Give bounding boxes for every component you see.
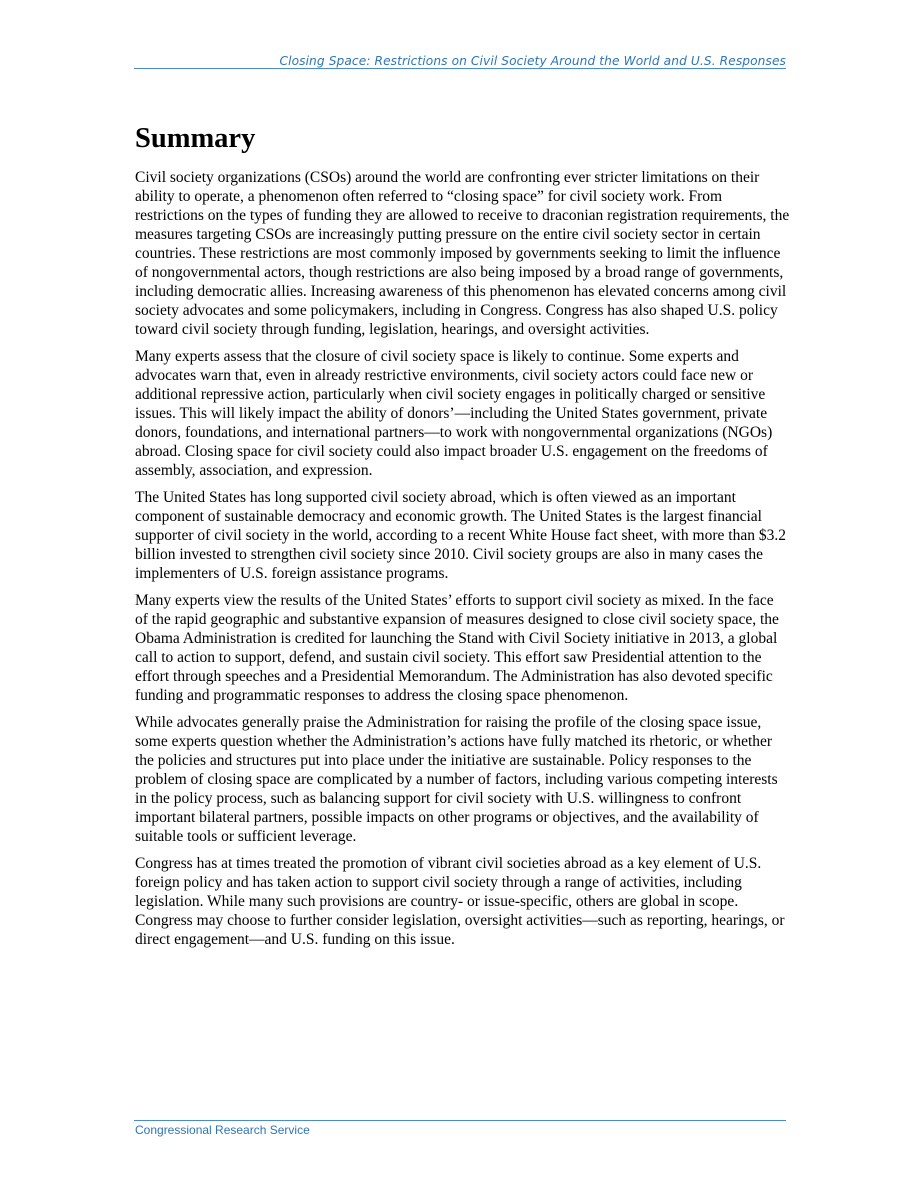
- footer-divider: [134, 1120, 786, 1121]
- footer-source: Congressional Research Service: [135, 1123, 310, 1137]
- header-divider: [134, 68, 786, 69]
- paragraph: Many experts view the results of the United States’ efforts to support civil society as mixed. In the face of the rapid geographic and substantive expansion of measures designed to close civil society space, the Obama Administration is credited for launching the Stand with Civil Society initiative in 2013, a global call to action to support, defend, and sustain civil society. This effort saw Presidential attention to the effort through speeches and a Presidential Memorandum. The Administration has also devoted specific funding and programmatic responses to address the closing space phenomenon.: [135, 592, 779, 704]
- running-header: Closing Space: Restrictions on Civil Society Around the World and U.S. Responses: [279, 54, 786, 68]
- paragraph: Civil society organizations (CSOs) around the world are confronting ever stricter limitations on their ability to operate, a phenomenon often referred to “closing space” for civil society work. From restrictions on the types of funding they are allowed to receive to draconian registration requirements, the measures targeting CSOs are increasingly putting pressure on the entire civil society sector in certain countries. These restrictions are most commonly imposed by governments seeking to limit the influence of nongovernmental actors, though restrictions are also being imposed by a broad range of governments, including democratic allies. Increasing awareness of this phenomenon has elevated concerns among civil society advocates and some policymakers, including in Congress. Congress has also shaped U.S. policy toward civil society through funding, legislation, hearings, and oversight activities.: [135, 169, 790, 338]
- paragraph: Many experts assess that the closure of civil society space is likely to continue. Some experts and advocates warn that, even in already restrictive environments, civil society actors could face new or additional repressive action, particularly when civil society engages in politically charged or sensitive issues. This will likely impact the ability of donors’—including the United States government, private donors, foundations, and international partners—to work with nongovernmental organizations (NGOs) abroad. Closing space for civil society could also impact broader U.S. engagement on the freedoms of assembly, association, and expression.: [135, 348, 773, 479]
- paragraph: While advocates generally praise the Administration for raising the profile of the closing space issue, some experts question whether the Administration’s actions have fully matched its rhetoric, or whether the policies and structures put into place under the initiative are sustainable. Policy responses to the problem of closing space are complicated by a number of factors, including various competing interests in the policy process, such as balancing support for civil society with U.S. willingness to confront important bilateral partners, possible impacts on other programs or objectives, and the availability of suitable tools or sufficient leverage.: [135, 714, 778, 845]
- paragraph: Congress has at times treated the promotion of vibrant civil societies abroad as a key element of U.S. foreign policy and has taken action to support civil society through a range of activities, including legislation. While many such provisions are country- or issue-specific, others are global in scope. Congress may choose to further consider legislation, oversight activities—such as reporting, hearings, or direct engagement—and U.S. funding on this issue.: [135, 855, 785, 948]
- section-heading: Summary: [135, 123, 256, 154]
- summary-body: [135, 168, 790, 957]
- paragraph: The United States has long supported civil society abroad, which is often viewed as an important component of sustainable democracy and economic growth. The United States is the largest financial supporter of civil society in the world, according to a recent White House fact sheet, with more than $3.2 billion invested to strengthen civil society since 2010. Civil society groups are also in many cases the implementers of U.S. foreign assistance programs.: [135, 489, 786, 582]
